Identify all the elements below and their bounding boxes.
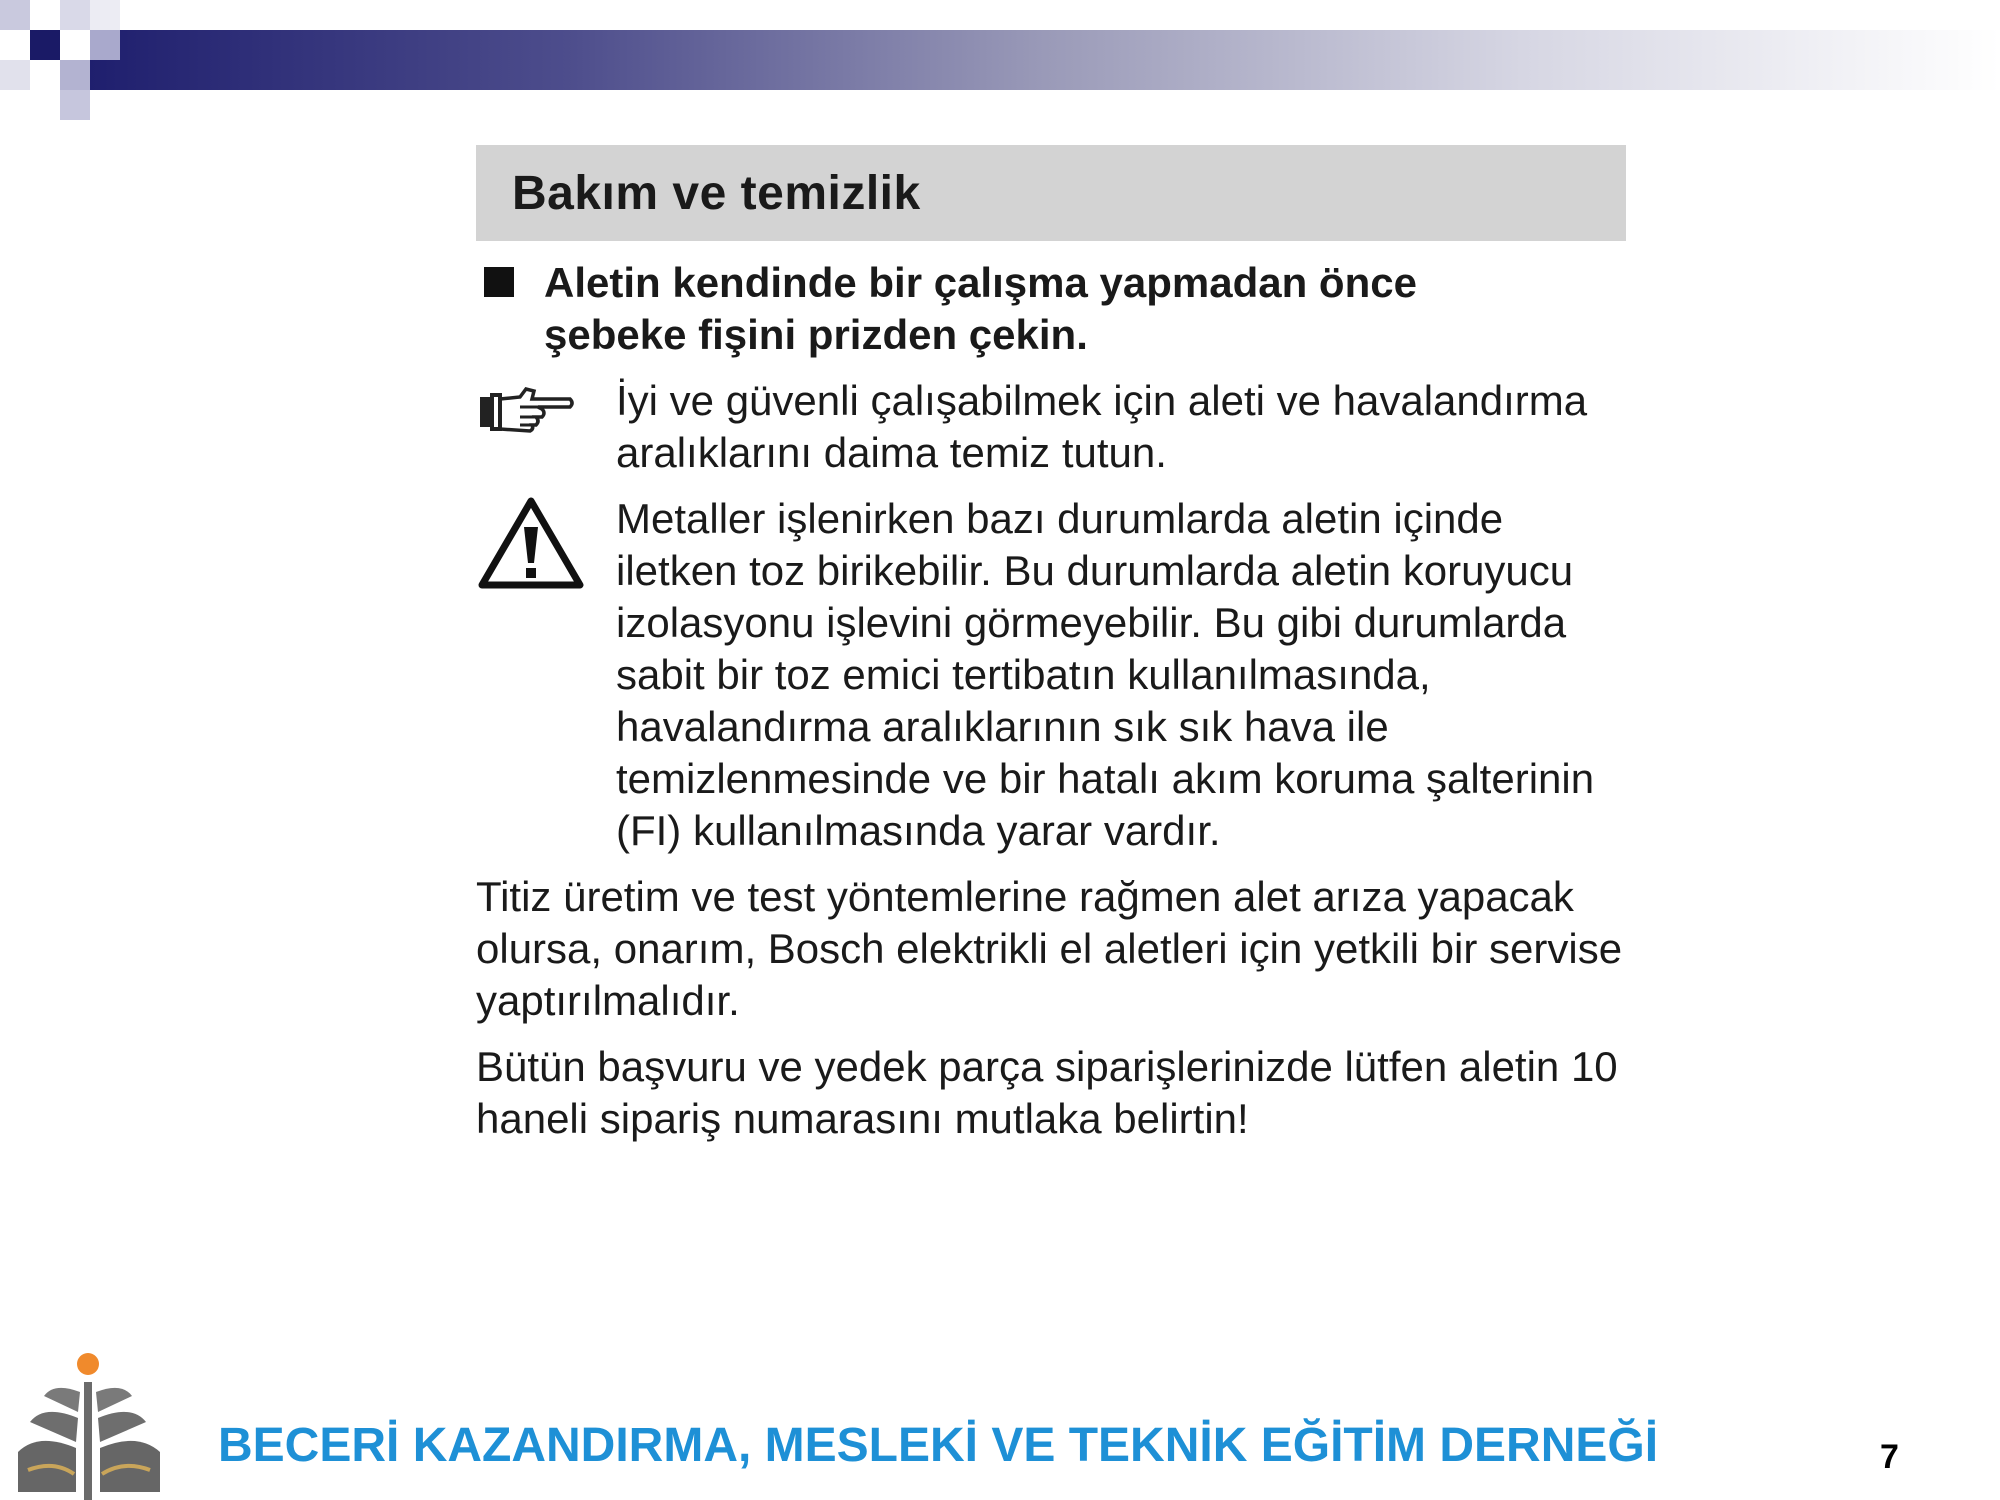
header-decor-square bbox=[30, 30, 60, 60]
page-number: 7 bbox=[1880, 1438, 1899, 1476]
warning-triangle-icon bbox=[476, 493, 616, 857]
header-decor-square bbox=[90, 30, 120, 60]
black-square-bullet-icon bbox=[484, 267, 514, 297]
header-decor-square bbox=[60, 60, 90, 90]
header-decor-square bbox=[0, 0, 30, 30]
header-decor-square bbox=[60, 90, 90, 120]
manual-excerpt bbox=[476, 145, 1626, 1145]
order-paragraph: Bütün başvuru ve yedek parça siparişlerinizde lütfen aletin 10 haneli sipariş numarasını mutlaka belirtin! bbox=[476, 1043, 1618, 1142]
tip-note bbox=[476, 375, 1626, 479]
header-gradient-bar bbox=[90, 30, 2000, 90]
tip-note-text: İyi ve güvenli çalışabilmek için aleti ve havalandırma aralıklarını daima temiz tutun. bbox=[616, 377, 1588, 476]
organization-name: BECERİ KAZANDIRMA, MESLEKİ VE TEKNİK EĞİTİM DERNEĞİ bbox=[218, 1419, 1659, 1472]
section-title-bar bbox=[476, 145, 1626, 241]
caution-note-text: Metaller işlenirken bazı durumlarda aletin içinde iletken toz birikebilir. Bu durumlarda aletin koruyucu izolasyonu işlevini görmeyebilir. Bu gibi durumlarda sabit bir toz emici tertibatın kullanılmasında, havalandırma aralıklarının sık sık hava ile temizlenmesinde ve bir hatalı akım koruma şalterinin (FI) kullanılmasında yarar vardır. bbox=[616, 495, 1595, 854]
header-decor-square bbox=[60, 0, 90, 30]
safety-warning-text: Aletin kendinde bir çalışma yapmadan önce şebeke fişini prizden çekin. bbox=[544, 259, 1417, 358]
association-logo-icon bbox=[14, 1352, 164, 1500]
safety-warning bbox=[476, 257, 1626, 361]
service-paragraph: Titiz üretim ve test yöntemlerine rağmen alet arıza yapacak olursa, onarım, Bosch elektrikli el aletleri için yetkili bir servise yaptırılmalıdır. bbox=[476, 873, 1623, 1024]
section-title: Bakım ve temizlik bbox=[512, 166, 921, 220]
caution-note bbox=[476, 493, 1626, 857]
header-decor-square bbox=[0, 60, 30, 90]
pointing-hand-icon bbox=[476, 375, 616, 479]
header-decor-square bbox=[90, 0, 120, 30]
